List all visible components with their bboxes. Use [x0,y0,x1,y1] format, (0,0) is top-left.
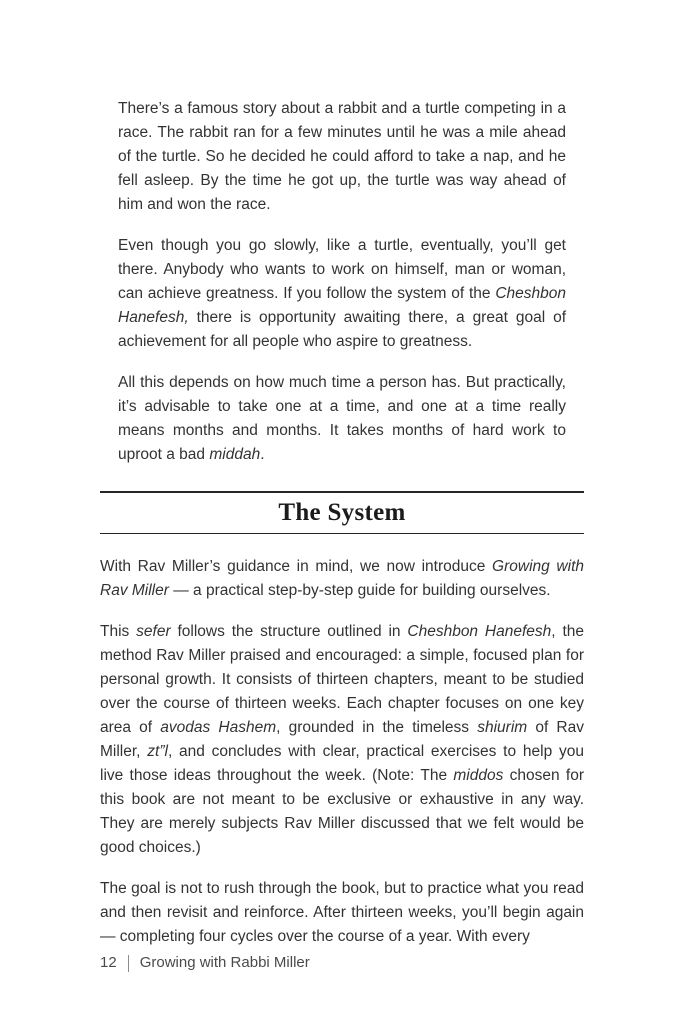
body-paragraph: The goal is not to rush through the book, but to practice what you read and then revisit and reinforce. After thirteen weeks, you’ll begin again — completing four cycles over the course of a year. With every [100,880,584,945]
page-footer [100,953,310,973]
page-number: 12 [100,954,117,971]
excerpt-paragraph: There’s a famous story about a rabbit and a turtle competing in a race. The rabbit ran for a few minutes until he was a mile ahead of the turtle. So he decided he could afford to take a nap, and he fell asleep. By the time he got up, the turtle was way ahead of him and won the race. [118,100,566,213]
running-title: Growing with Rabbi Miller [139,954,310,971]
footer-divider [128,955,129,972]
section-heading-block [100,491,584,534]
section-divider-bottom [100,533,584,535]
body-block [100,555,584,949]
excerpt-block [100,97,584,467]
excerpt-paragraph: Even though you go slowly, like a turtle, eventually, you’ll get there. Anybody who wants to work on himself, man or woman, can achieve greatness. If you follow the system of the Cheshbon Hanefesh, there is opportunity awaiting there, a great goal of achievement for all people who aspire to greatness. [118,237,566,350]
excerpt-paragraph: All this depends on how much time a person has. But practically, it’s advisable to take one at a time, and one at a time really means months and months. It takes months of hard work to uproot a bad middah. [118,374,566,463]
section-divider-top [100,491,584,493]
body-paragraph: With Rav Miller’s guidance in mind, we now introduce Growing with Rav Miller — a practical step-by-step guide for building ourselves. [100,558,585,599]
body-paragraph: This sefer follows the structure outlined in Cheshbon Hanefesh, the method Rav Miller praised and encouraged: a simple, focused plan for personal growth. It consists of thirteen chapters, meant to be studied over the course of thirteen weeks. Each chapter focuses on one key area of avodas Hashem, grounded in the timeless shiurim of Rav Miller, zt”l, and concludes with clear, practical exercises to help you live those ideas throughout the week. (Note: The middos chosen for this book are not meant to be exclusive or exhaustive in any way. They are merely subjects Rav Miller discussed that we felt would be good choices.) [100,623,584,856]
page-content [100,0,584,949]
section-title: The System [278,498,406,526]
